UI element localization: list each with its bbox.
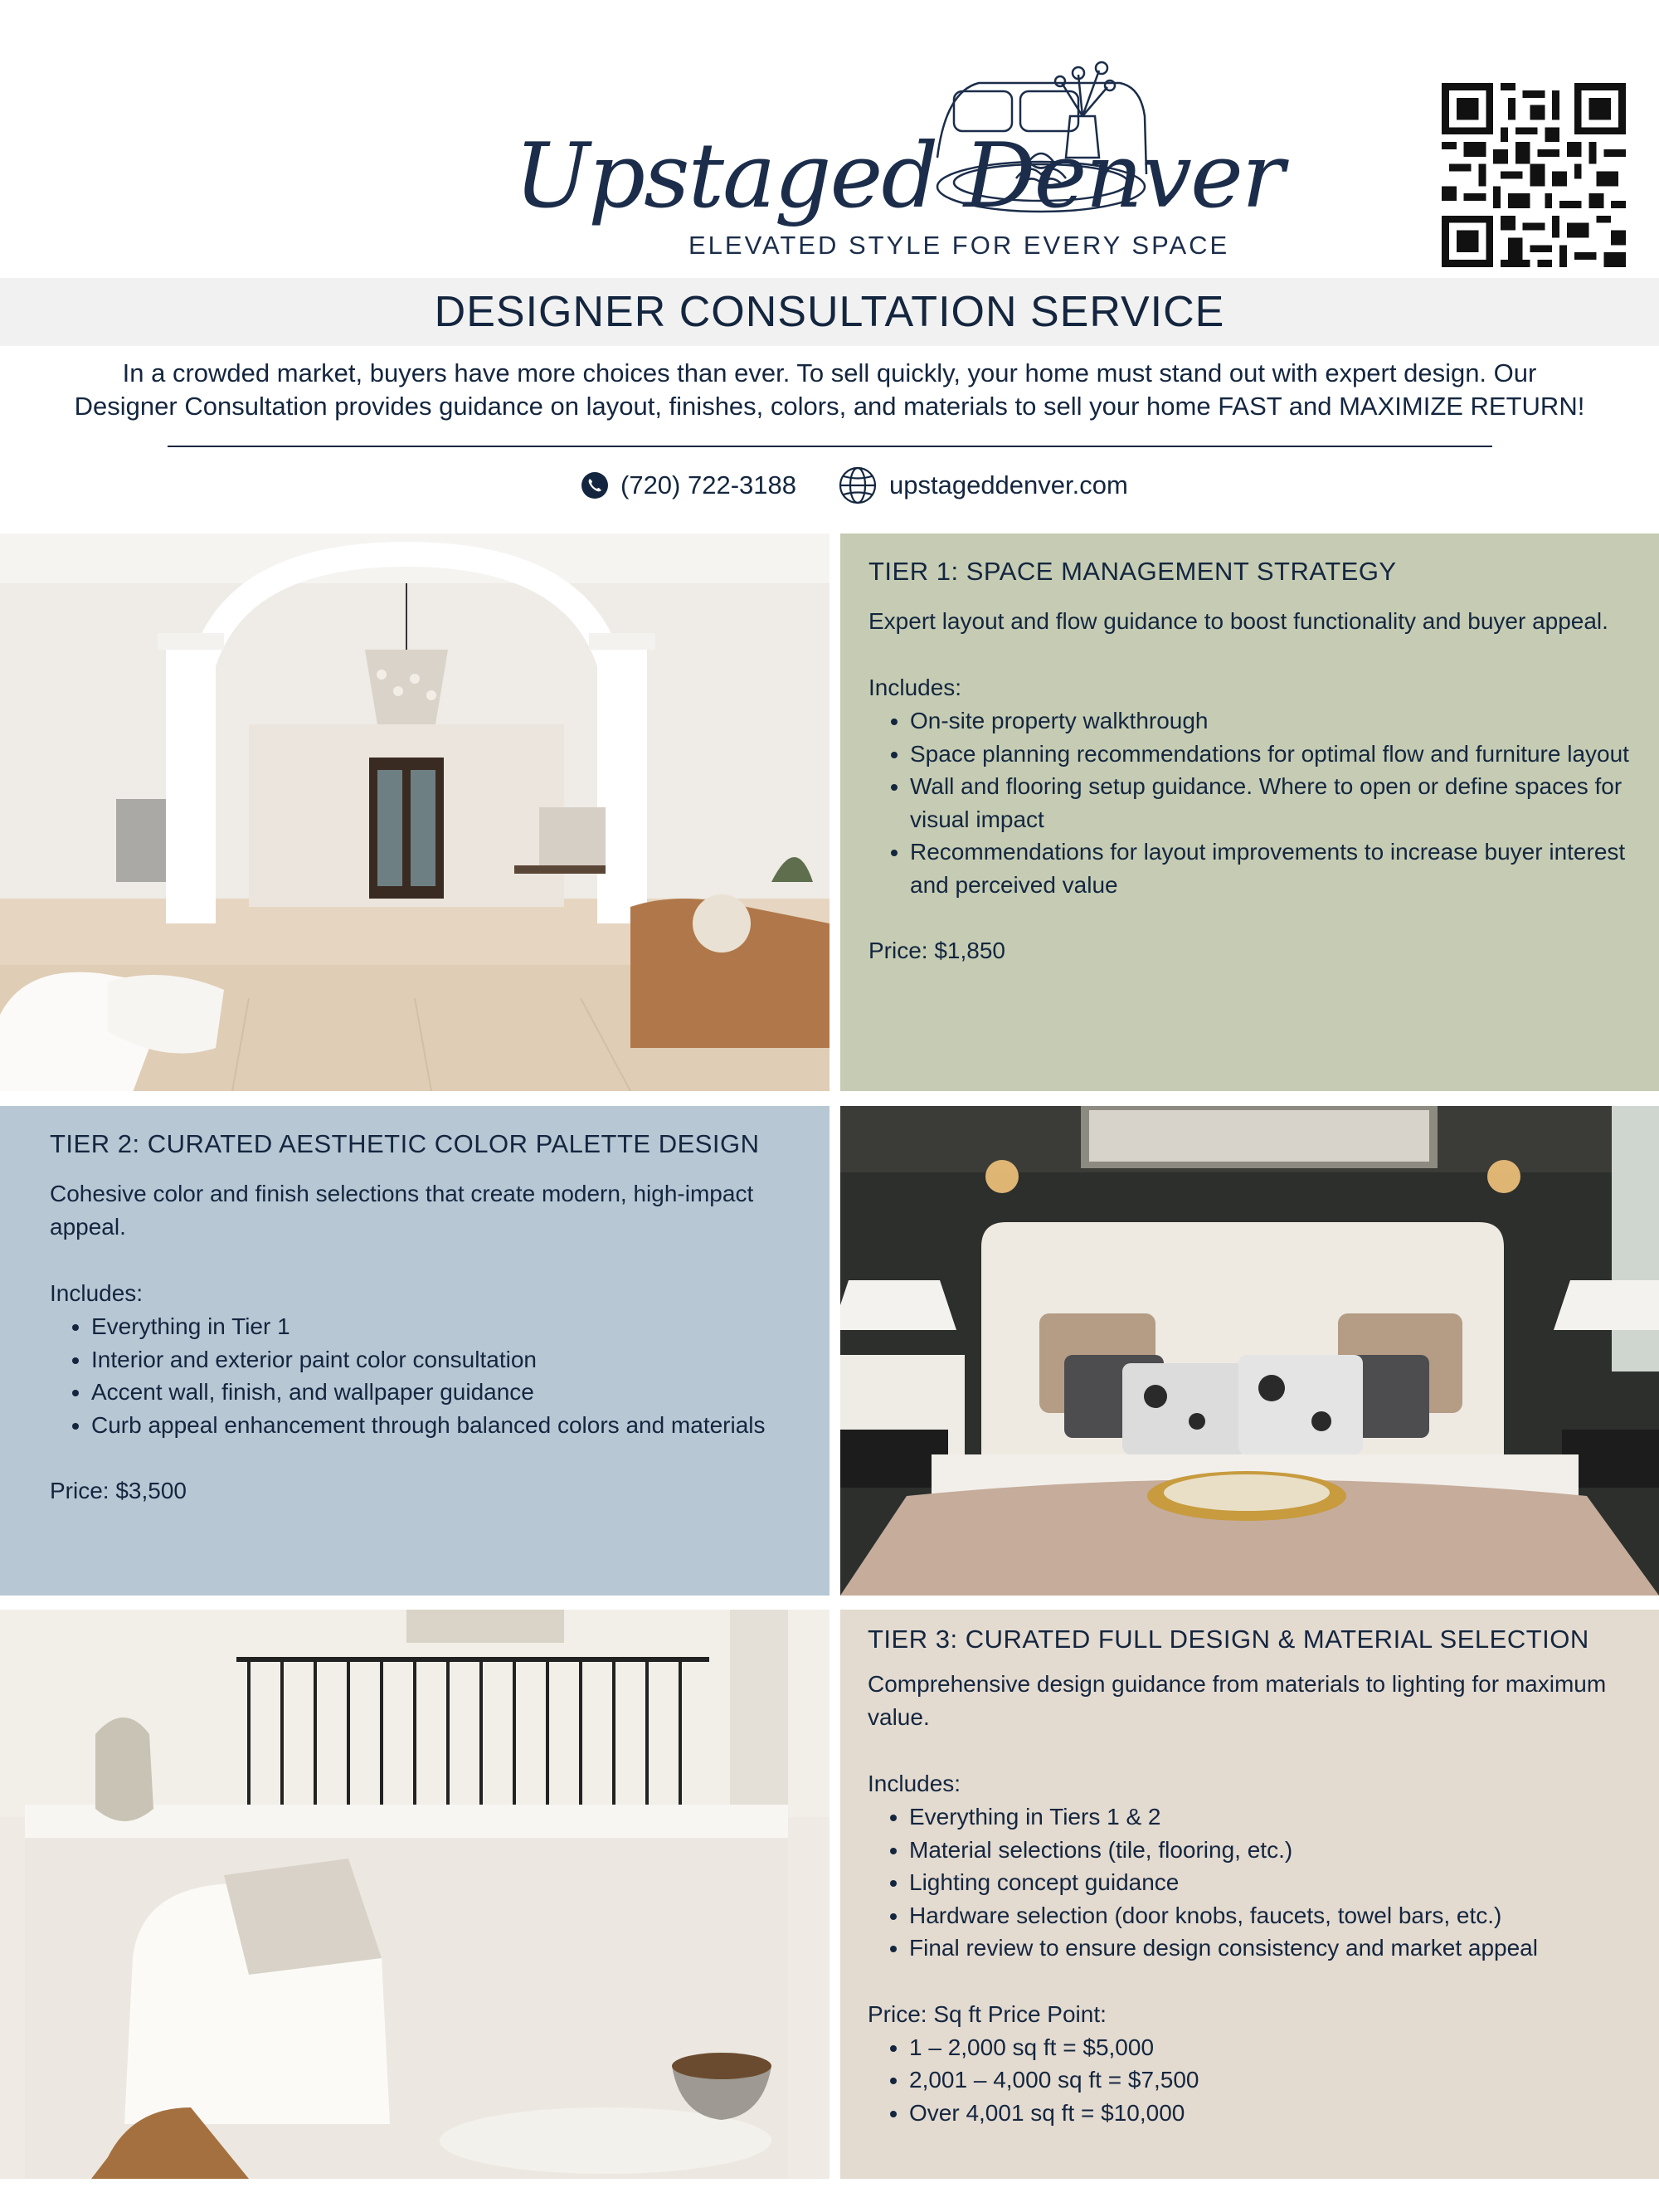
tier2-title: TIER 2: CURATED AESTHETIC COLOR PALETTE DESIGN <box>50 1129 760 1158</box>
tier2-price: Price: $3,500 <box>50 1478 187 1503</box>
website-link[interactable] <box>838 465 1128 506</box>
tier2-includes-label: Includes: <box>50 1280 144 1306</box>
brand-logo <box>498 58 1283 274</box>
tier1-includes-list <box>868 704 1634 901</box>
photo-bedroom <box>840 1106 1659 1596</box>
list-item: • Curb appeal enhancement through balanced colors and materials <box>91 1409 805 1442</box>
header <box>0 0 1659 278</box>
globe-icon <box>838 465 878 505</box>
brand-name: Upstaged Denver <box>514 124 1283 228</box>
qr-code[interactable] <box>1442 83 1626 267</box>
list-item: • Over 4,001 sq ft = $10,000 <box>909 2097 1634 2130</box>
tier1-description: Expert layout and flow guidance to boost functionality and buyer appeal. <box>868 608 1608 634</box>
list-item: • Material selections (tile, flooring, etc.) <box>909 1834 1634 1867</box>
tier1-panel <box>840 534 1659 1091</box>
tier1-title: TIER 1: SPACE MANAGEMENT STRATEGY <box>868 557 1397 586</box>
tier2-description: Cohesive color and finish selections that create modern, high-impact appeal. <box>50 1181 754 1240</box>
list-item: • Everything in Tiers 1 & 2 <box>909 1800 1634 1834</box>
website-url: upstageddenver.com <box>889 470 1128 499</box>
page-title: DESIGNER CONSULTATION SERVICE <box>434 288 1225 336</box>
list-item: • Final review to ensure design consistency and market appeal <box>909 1932 1634 1965</box>
list-item: • Wall and flooring setup guidance. Where to open or define spaces for visual impact <box>910 770 1634 836</box>
tier3-price-label: Price: Sq ft Price Point: <box>868 2000 1107 2027</box>
title-band <box>0 278 1659 346</box>
intro-text <box>25 357 1634 423</box>
phone-number: (720) 722-3188 <box>620 470 796 499</box>
list-item: • Accent wall, finish, and wallpaper guidance <box>91 1376 805 1409</box>
tier3-panel <box>840 1610 1659 2179</box>
list-item: • 1 – 2,000 sq ft = $5,000 <box>909 2031 1634 2064</box>
list-item: • Space planning recommendations for optimal flow and furniture layout <box>910 738 1634 771</box>
brand-tagline: ELEVATED STYLE FOR EVERY SPACE <box>688 231 1230 260</box>
tier2-panel <box>0 1106 830 1596</box>
tier3-description: Comprehensive design guidance from materials to lighting for maximum value. <box>868 1671 1607 1730</box>
list-item: • On-site property walkthrough <box>910 704 1634 738</box>
phone-icon <box>581 471 609 499</box>
photo-armchair <box>0 1610 830 2179</box>
list-item: • Recommendations for layout improvements to increase buyer interest and perceived value <box>910 836 1634 901</box>
list-item: • Lighting concept guidance <box>909 1866 1634 1899</box>
tier3-price-list <box>868 2031 1634 2130</box>
divider <box>168 446 1492 447</box>
intro-line-1: In a crowded market, buyers have more choices than ever. To sell quickly, your home must stand out with expert design. Our <box>122 358 1537 387</box>
phone-link[interactable] <box>581 465 796 506</box>
list-item: • 2,001 – 4,000 sq ft = $7,500 <box>909 2063 1634 2097</box>
tier3-includes-list <box>868 1800 1634 1965</box>
tier2-includes-list <box>50 1310 805 1441</box>
list-item: • Hardware selection (door knobs, faucets, towel bars, etc.) <box>909 1899 1634 1932</box>
intro-line-2: Designer Consultation provides guidance on layout, finishes, colors, and materials to sell your home FAST and MAXIMIZE RETURN! <box>74 392 1585 421</box>
list-item: • Everything in Tier 1 <box>91 1310 805 1343</box>
contact-bar <box>0 465 1659 506</box>
tier1-price: Price: $1,850 <box>868 938 1005 963</box>
photo-living-room <box>0 534 830 1091</box>
tier3-title: TIER 3: CURATED FULL DESIGN & MATERIAL SELECTION <box>868 1625 1589 1654</box>
tier3-includes-label: Includes: <box>868 1771 961 1796</box>
tier1-includes-label: Includes: <box>868 675 962 700</box>
list-item: • Interior and exterior paint color consultation <box>91 1343 805 1376</box>
